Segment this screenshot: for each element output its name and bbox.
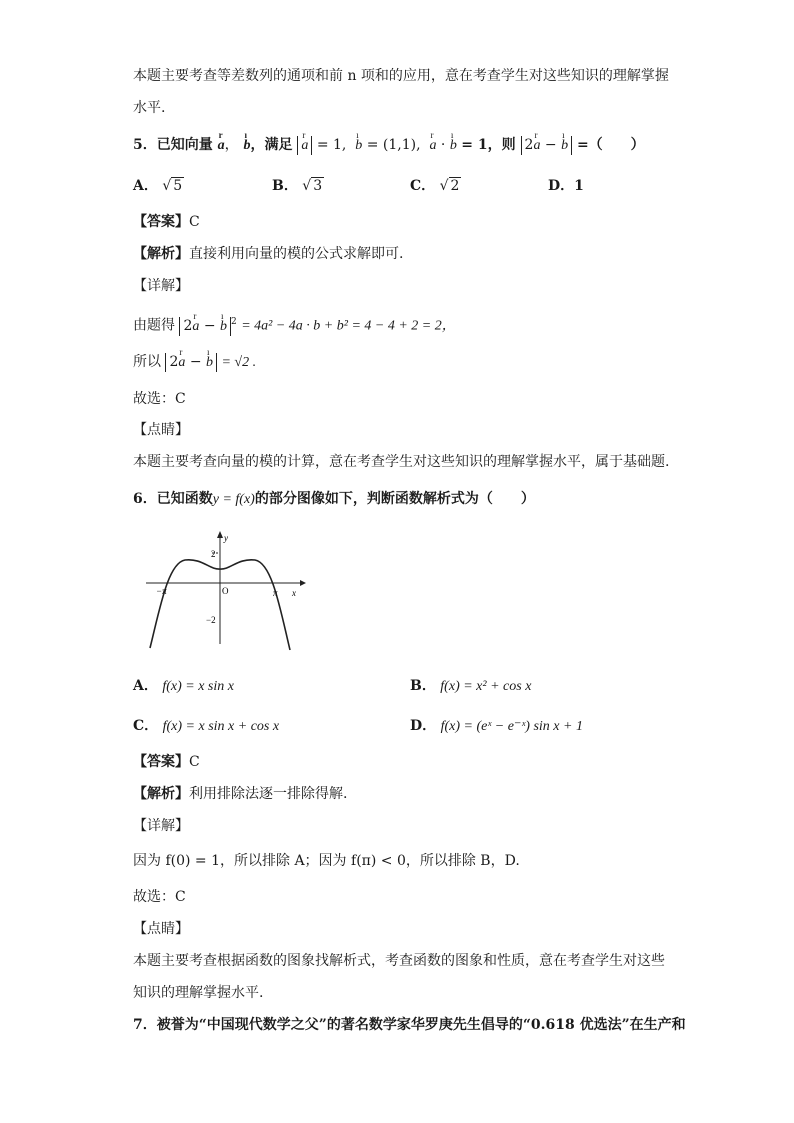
tick-2: 2 (211, 549, 216, 559)
q6-choose: 故选：C (133, 889, 186, 905)
cond-2: = (1,1), (366, 137, 421, 153)
q5-option-d: D．1 (548, 178, 584, 194)
tick-neg-pi: −π (156, 586, 167, 596)
q6-answer: 【答案】C (133, 754, 200, 770)
q6-comment-line2: 知识的理解掌握水平. (133, 985, 264, 1001)
question-7-stem: 7．被誉为“中国现代数学之父”的著名数学家华罗庚先生倡导的“0.618 优选法”在生产和 (133, 1017, 686, 1033)
cond-4: =（ ） (576, 137, 645, 153)
abs-a: r a (297, 136, 312, 155)
q5-comment-tag: 【点睛】 (133, 422, 189, 438)
q5-detail-line2: 所以 2r a − ı b = √2 . (133, 352, 256, 373)
q5-option-c: C． √ 2 (410, 178, 460, 194)
prev-comment-line2: 水平. (133, 100, 166, 116)
q5-choose: 故选：C (133, 391, 186, 407)
tick-neg2: −2 (206, 615, 216, 625)
q6-option-b: B． f(x) = x² + cos x (410, 678, 532, 694)
abs-2a-b: 2r a − ı b (521, 136, 573, 155)
q6-option-a: A． f(x) = x sin x (133, 678, 234, 694)
q5-comment: 本题主要考查向量的模的计算，意在考查学生对这些知识的理解掌握水平，属于基础题. (133, 454, 670, 470)
q6-option-c: C． f(x) = x sin x + cos x (133, 718, 280, 734)
q5-option-a: A． √ 5 (133, 178, 183, 194)
q6-detail: 因为 f(0) = 1，所以排除 A；因为 f(π) < 0，所以排除 B，D. (133, 853, 520, 869)
origin-label: O (222, 586, 229, 596)
q5-detail-line1: 由题得 2r a − ı b $^2$ = 4a² − 4a · b + b² = 4 − 4 + 2 = 2， (133, 312, 456, 337)
question-5-stem: 5．已知向量 r a， ı b，满足 r a = 1, ı b = (1,1), r a · ı b = 1，则 2r a − ı b =（ ） (133, 135, 645, 156)
question-6-stem: 6．已知函数y = f(x)的部分图像如下，判断函数解析式为（ ） (133, 491, 535, 507)
stem-cond: ，满足 (250, 137, 293, 153)
vector-b: ı b (244, 136, 251, 156)
tick-pi: π (273, 588, 278, 598)
y-axis-label: y (224, 533, 228, 543)
vector-a: r a (218, 136, 225, 156)
question-number: 5． (133, 137, 157, 153)
q5-analysis: 【解析】直接利用向量的模的公式求解即可. (133, 246, 404, 262)
q6-option-d: D． f(x) = (eˣ − e⁻ˣ) sin x + 1 (410, 718, 583, 734)
x-axis-label: x (292, 588, 296, 598)
x-axis-arrow (300, 580, 306, 586)
function-graph (140, 528, 308, 658)
q6-detail-tag: 【详解】 (133, 818, 189, 834)
q6-comment-tag: 【点睛】 (133, 921, 189, 937)
cond-3: = 1，则 (461, 137, 516, 153)
q5-answer: 【答案】C (133, 214, 200, 230)
y-axis-arrow (217, 531, 223, 538)
cond-1: = 1, (316, 137, 347, 153)
q6-analysis: 【解析】利用排除法逐一排除得解. (133, 786, 348, 802)
q5-option-b: B． √ 3 (272, 178, 323, 194)
stem-text: 已知向量 (156, 137, 213, 153)
q5-detail-tag: 【详解】 (133, 278, 189, 294)
prev-comment-line1: 本题主要考查等差数列的通项和前 n 项和的应用，意在考查学生对这些知识的理解掌握 (133, 68, 669, 84)
q6-comment-line1: 本题主要考查根据函数的图象找解析式，考查函数的图象和性质，意在考查学生对这些 (133, 953, 665, 969)
